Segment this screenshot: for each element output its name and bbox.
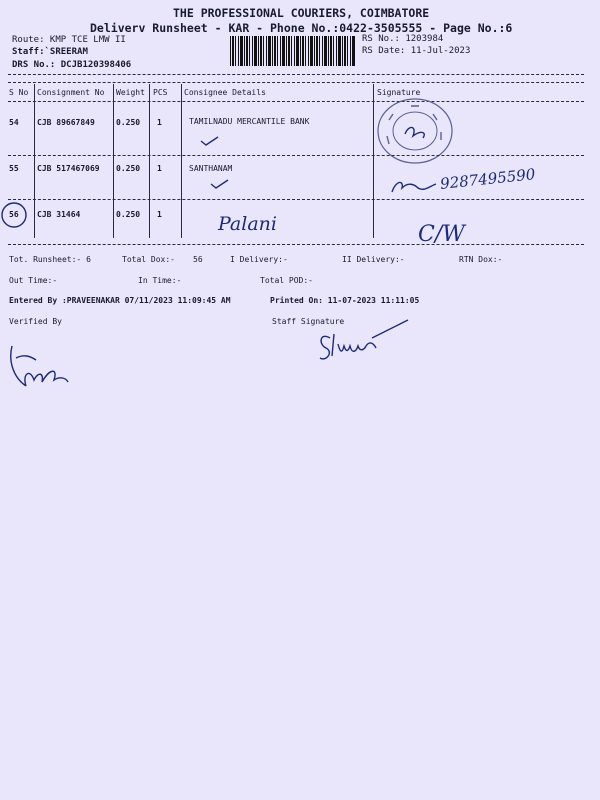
column-divider	[149, 84, 150, 238]
out-time: Out Time:-	[9, 276, 58, 285]
row-56-consignment: CJB 31464	[37, 210, 81, 219]
row-54-consignment: CJB 89667849	[37, 118, 95, 127]
divider	[8, 199, 584, 200]
row-55-consignment: CJB 517467069	[37, 164, 100, 173]
divider	[8, 244, 584, 245]
in-time: In Time:-	[138, 276, 182, 285]
column-divider	[113, 84, 114, 238]
row-56-weight: 0.250	[116, 210, 141, 219]
col-header-weight: Weight	[116, 88, 145, 97]
divider	[8, 82, 584, 83]
printed-on: Printed On: 11-07-2023 11:11:05	[270, 296, 420, 305]
row-54-weight: 0.250	[116, 118, 141, 127]
i-delivery: I Delivery:-	[230, 255, 288, 264]
row-55-weight: 0.250	[116, 164, 141, 173]
tick-mark	[210, 178, 230, 190]
column-divider	[181, 84, 182, 238]
staff-signature-label: Staff Signature	[272, 317, 345, 326]
barcode	[230, 36, 355, 66]
divider	[8, 74, 584, 75]
rs-date: RS Date: 11-Jul-2023	[362, 46, 471, 56]
row-56-handwritten-name: Palani	[218, 213, 277, 235]
row-54-consignee: TAMILNADU MERCANTILE BANK	[189, 117, 310, 126]
runsheet-subtitle: Deliverv Runsheet - KAR - Phone No.:0422-3505555 - Page No.:6	[90, 21, 513, 35]
verified-signature	[4, 338, 74, 396]
entered-by: Entered By :PRAVEENAKAR 07/11/2023 11:09:45 AM	[9, 296, 231, 305]
verified-by-label: Verified By	[9, 317, 62, 326]
row-55-consignee: SANTHANAM	[189, 164, 233, 173]
col-header-consignment: Consignment No	[37, 88, 105, 97]
staff-label: Staff:`SREERAM	[12, 47, 88, 57]
row-55-handwritten-number: 9287495590	[439, 165, 537, 193]
col-header-consignee: Consignee Details	[184, 88, 266, 97]
divider	[8, 155, 584, 156]
col-header-signature: Signature	[377, 88, 421, 97]
row-54-pcs: 1	[157, 118, 162, 127]
column-divider	[34, 84, 35, 238]
total-dox-value: 56	[193, 255, 203, 264]
divider	[8, 101, 584, 102]
tick-mark	[200, 135, 220, 147]
drs-number: DRS No.: DCJB120398406	[12, 60, 132, 70]
rtn-dox: RTN Dox:-	[459, 255, 503, 264]
signature-55	[388, 176, 438, 198]
route-label: Route: KMP TCE LMW II	[12, 35, 126, 45]
row-56-pcs: 1	[157, 210, 162, 219]
col-header-pcs: PCS	[153, 88, 168, 97]
total-pod: Total POD:-	[260, 276, 313, 285]
column-divider	[373, 84, 374, 238]
total-runsheet: Tot. Runsheet:- 6	[9, 255, 91, 264]
ii-delivery: II Delivery:-	[342, 255, 405, 264]
total-dox-label: Total Dox:-	[122, 255, 175, 264]
company-title: THE PROFESSIONAL COURIERS, COIMBATORE	[173, 6, 430, 20]
row-56-handwritten-mark: C/W	[418, 222, 465, 247]
row-55-sno: 55	[9, 164, 19, 173]
col-header-sno: S No	[9, 88, 29, 97]
row-54-sno: 54	[9, 118, 19, 127]
row-55-pcs: 1	[157, 164, 162, 173]
row-56-sno: 56	[9, 210, 19, 219]
rs-number: RS No.: 1203984	[362, 34, 444, 44]
staff-signature	[316, 318, 416, 368]
